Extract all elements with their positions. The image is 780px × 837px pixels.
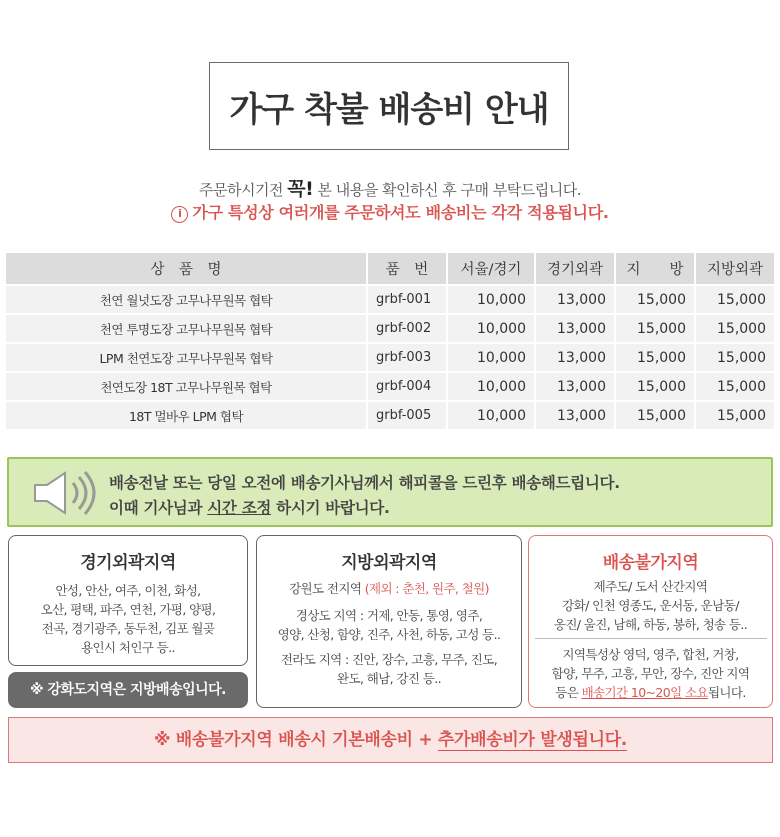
delay-period: 배송기간 10~20일 소요 (581, 685, 708, 700)
region-line: 전라도 지역 : 진안, 장수, 고흥, 무주, 진도, (280, 652, 498, 667)
cell-province-outer: 15,000 (696, 373, 774, 400)
cell-product-name: 18T 멀바우 LPM 협탁 (6, 402, 368, 429)
cell-province: 15,000 (616, 402, 696, 429)
cell-seoul-gyeonggi: 10,000 (448, 344, 536, 371)
intro-pre-text: 주문하시기전 (199, 181, 283, 199)
region-line: 강화/ 인천 영종도, 운서동, 운남동/ (562, 598, 739, 613)
header-gyeonggi-outer: 경기외곽 (536, 253, 616, 284)
region-province-outer (256, 535, 522, 708)
cell-product-name: 천연도장 18T 고무나무원목 협탁 (6, 373, 368, 400)
header-province-outer: 지방외곽 (696, 253, 774, 284)
region-line: 지역특성상 영덕, 영주, 합천, 거창, (562, 647, 739, 662)
ganghwa-note: ※ 강화도지역은 지방배송입니다. (8, 672, 248, 708)
cell-seoul-gyeonggi: 10,000 (448, 402, 536, 429)
delay-pre: 등은 (555, 685, 579, 700)
cell-province-outer: 15,000 (696, 344, 774, 371)
notice-line-2-pre: 이때 기사님과 (109, 499, 203, 517)
region-title: 경기외곽지역 (80, 553, 176, 573)
region-line: 완도, 해남, 강진 등.. (337, 671, 441, 686)
cell-product-code: grbf-001 (368, 286, 448, 313)
delay-post: 됩니다. (707, 685, 746, 700)
cell-seoul-gyeonggi: 10,000 (448, 315, 536, 342)
delivery-notice (7, 457, 773, 527)
notice-line-2 (109, 496, 390, 518)
region-gyeonggi-outer (8, 535, 248, 666)
cell-province: 15,000 (616, 315, 696, 342)
extra-fee-warning (8, 717, 773, 763)
cell-product-code: grbf-003 (368, 344, 448, 371)
cell-province: 15,000 (616, 286, 696, 313)
gyeongsang-list (257, 606, 521, 644)
region-line: 영양, 산청, 함양, 진주, 사천, 하동, 고성 등.. (277, 627, 501, 642)
intro-post-text: 본 내용을 확인하신 후 구매 부탁드립니다. (317, 181, 581, 199)
region-undeliverable (528, 535, 773, 708)
cell-province-outer: 15,000 (696, 402, 774, 429)
notice-line-1: 배송전날 또는 당일 오전에 배송기사님께서 해피콜을 드린후 배송해드립니다. (109, 474, 620, 492)
cell-product-code: grbf-005 (368, 402, 448, 429)
header-product-code: 품 번 (368, 253, 448, 284)
cell-product-name: LPM 천연도장 고무나무원목 협탁 (6, 344, 368, 371)
region-line: 함양, 무주, 고흥, 무안, 장수, 진안 지역 (551, 666, 750, 681)
cell-province: 15,000 (616, 373, 696, 400)
region-line: 안성, 안산, 여주, 이천, 화성, (55, 583, 201, 598)
header-seoul-gyeonggi: 서울/경기 (448, 253, 536, 284)
intro-emphasis: 꼭! (287, 178, 314, 200)
cell-province-outer: 15,000 (696, 286, 774, 313)
cell-gyeonggi-outer: 13,000 (536, 402, 616, 429)
header-product-name: 상 품 명 (6, 253, 368, 284)
warning-pre: ※ 배송불가지역 배송시 기본배송비 + (153, 730, 433, 750)
table-header-row (6, 253, 774, 284)
delay-list (529, 645, 772, 702)
region-line: 제주도/ 도서 산간지역 (593, 579, 708, 594)
region-line: 오산, 평택, 파주, 연천, 가평, 양평, (40, 602, 216, 617)
gangwon-label: 강원도 전지역 (289, 581, 362, 596)
jeolla-list (257, 650, 521, 688)
region-title: 배송불가지역 (602, 553, 699, 573)
warning-extra-fee: 추가배송비가 발생됩니다. (437, 730, 628, 750)
table-row (6, 286, 774, 313)
table-row (6, 344, 774, 371)
intro-warning-text: 가구 특성상 여러개를 주문하셔도 배송비는 각각 적용됩니다. (192, 203, 609, 222)
notice-line-2-post: 하시기 바랍니다. (276, 499, 390, 517)
cell-seoul-gyeonggi: 10,000 (448, 373, 536, 400)
speaker-icon (31, 469, 101, 517)
cell-seoul-gyeonggi: 10,000 (448, 286, 536, 313)
delay-note (529, 683, 772, 702)
table-row (6, 315, 774, 342)
cell-province-outer: 15,000 (696, 315, 774, 342)
cell-province: 15,000 (616, 344, 696, 371)
header-province: 지 방 (616, 253, 696, 284)
divider (535, 638, 767, 639)
cell-gyeonggi-outer: 13,000 (536, 373, 616, 400)
info-icon: i (171, 206, 188, 223)
undeliverable-list (529, 577, 772, 634)
cell-gyeonggi-outer: 13,000 (536, 315, 616, 342)
region-line: 전곡, 경기광주, 동두천, 김포 월곶 (41, 621, 215, 636)
region-line: 용인시 처인구 등.. (81, 640, 175, 655)
intro-line-2 (0, 200, 780, 223)
table-row (6, 373, 774, 400)
region-list (9, 581, 247, 657)
gangwon-line (257, 579, 521, 598)
cell-gyeonggi-outer: 13,000 (536, 344, 616, 371)
region-line: 경상도 지역 : 거제, 안동, 통영, 영주, (295, 608, 483, 623)
region-title: 지방외곽지역 (341, 553, 437, 573)
table-row (6, 402, 774, 429)
cell-product-code: grbf-004 (368, 373, 448, 400)
shipping-fee-table (6, 251, 774, 431)
intro-line-1 (0, 174, 780, 201)
page-title: 가구 착불 배송비 안내 (209, 62, 569, 150)
region-line: 옹진/ 울진, 남해, 하동, 봉하, 청송 등.. (553, 617, 748, 632)
gangwon-exclusion: (제외 : 춘천, 원주, 철원) (364, 581, 489, 596)
cell-product-name: 천연 투명도장 고무나무원목 협탁 (6, 315, 368, 342)
notice-time-adjust: 시간 조정 (207, 499, 272, 517)
cell-product-code: grbf-002 (368, 315, 448, 342)
cell-gyeonggi-outer: 13,000 (536, 286, 616, 313)
cell-product-name: 천연 월넛도장 고무나무원목 협탁 (6, 286, 368, 313)
